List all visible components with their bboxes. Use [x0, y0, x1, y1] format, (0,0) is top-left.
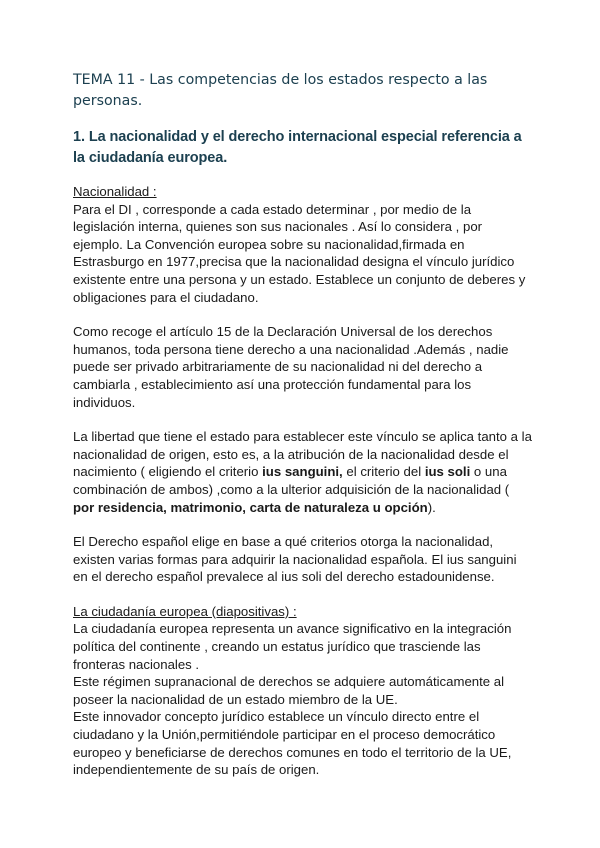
- document-content: [73, 70, 533, 779]
- section-subtitle: 1. La nacionalidad y el derecho internacional especial referencia a la ciudadanía europea.: [73, 129, 522, 166]
- nacionalidad-paragraph-1: Para el DI , corresponde a cada estado determinar , por medio de la legislación interna, quienes son sus nacionales . Así lo considera , por ejemplo. La Convención europea sobre su nacionalidad,firmada en Estrasburgo en 1977,precisa que la nacionalidad designa el vínculo jurídico existente entre una persona y un estado. Establece un conjunto de deberes y obligaciones para el ciudadano.: [73, 201, 526, 305]
- ciudadania-line-2: Este régimen supranacional de derechos se adquiere automáticamente al poseer la nacionalidad de un estado miembro de la UE.: [73, 674, 505, 707]
- page-title: TEMA 11 - Las competencias de los estados respecto a las personas.: [73, 72, 488, 109]
- p3-bold-ius-soli: ius soli: [424, 464, 471, 480]
- nacionalidad-paragraph-4: El Derecho español elige en base a qué criterios otorga la nacionalidad, existen varias formas para adquirir la nacionalidad española. El ius sanguini en el derecho español prevalece al ius soli del derecho estadounidense.: [73, 534, 517, 585]
- nacionalidad-heading: Nacionalidad :: [73, 184, 157, 199]
- p3-bold-adquisicion: por residencia, matrimonio, carta de naturaleza u opción: [73, 499, 428, 515]
- p3-bold-ius-sanguini: ius sanguini,: [262, 464, 347, 480]
- ciudadania-line-3: Este innovador concepto jurídico establece un vínculo directo entre el ciudadano y la Unión,permitiéndole participar en el proceso democrático europeo y beneficiarse de derechos comunes en todo el territorio de la UE, independientemente de su país de origen.: [73, 709, 512, 778]
- ciudadania-line-1: La ciudadanía europea representa un avance significativo en la integración política del continente , creando un estatus jurídico que trasciende las fronteras nacionales .: [73, 621, 512, 672]
- p3-text-e: o una combinación de ambos) ,como a la ulterior adquisición de la nacionalidad (: [73, 464, 510, 497]
- p3-bold-criterio: el criterio del: [346, 464, 425, 480]
- p3-text-a: La libertad que tiene el estado para establecer este vínculo se aplica tanto a la nacionalidad de origen, esto es, a la atribución de la nacionalidad desde el nacimiento ( eligiendo el criterio: [73, 429, 532, 480]
- ciudadania-heading: La ciudadanía europea (diapositivas) :: [73, 603, 297, 619]
- nacionalidad-paragraph-3: [73, 428, 533, 516]
- p3-text-g: ).: [427, 499, 436, 515]
- nacionalidad-paragraph-2: Como recoge el artículo 15 de la Declaración Universal de los derechos humanos, toda persona tiene derecho a una nacionalidad .Además , nadie puede ser privado arbitrariamente de su nacionalidad ni del derecho a cambiarla , establecimiento así una protección fundamental para los individuos.: [73, 324, 509, 410]
